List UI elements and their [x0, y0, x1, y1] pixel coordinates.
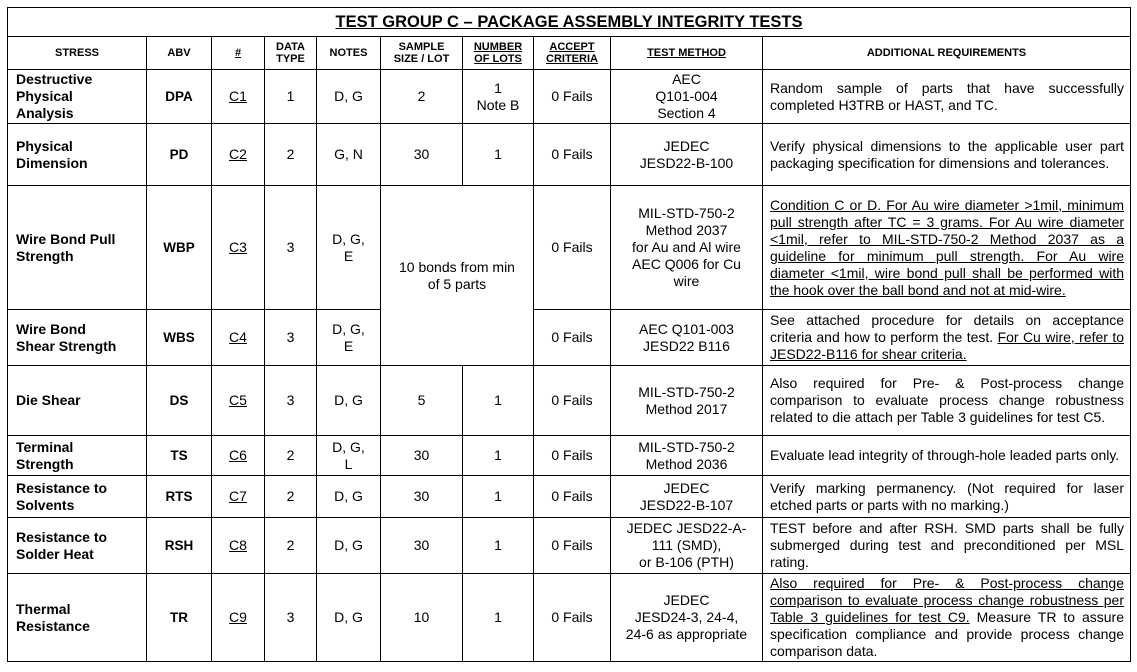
test-number-link[interactable]: C3 [212, 186, 265, 310]
lots-cell: 1 [463, 518, 534, 574]
accept-cell: 0 Fails [534, 476, 611, 518]
header-num: # [212, 37, 265, 70]
test-number-link[interactable]: C9 [212, 574, 265, 662]
table-title: TEST GROUP C – PACKAGE ASSEMBLY INTEGRITY TESTS [8, 8, 1131, 37]
table-row [8, 518, 1131, 574]
header-row [8, 37, 1131, 70]
method-cell: AEC Q101-004 Section 4 [611, 70, 763, 124]
header-lots: NUMBER OF LOTS [463, 37, 534, 70]
requirements-text-underlined: For Cu wire, refer to JESD22-B116 for shear criteria. [770, 329, 1125, 362]
requirements-cell: Verify physical dimensions to the applicable user part packaging specification for dimensions and tolerances. [763, 124, 1131, 186]
requirements-cell [763, 310, 1131, 366]
sample-size-cell: 5 [381, 366, 463, 436]
notes-cell: D, G, E [317, 186, 381, 310]
requirements-cell: Evaluate lead integrity of through-hole leaded parts only. [763, 436, 1131, 476]
abv-cell: RSH [147, 518, 212, 574]
data-type-cell: 3 [265, 310, 317, 366]
accept-cell: 0 Fails [534, 436, 611, 476]
method-cell: MIL-STD-750-2 Method 2036 [611, 436, 763, 476]
accept-cell: 0 Fails [534, 574, 611, 662]
table-row [8, 124, 1131, 186]
abv-cell: WBP [147, 186, 212, 310]
header-abv: ABV [147, 37, 212, 70]
requirements-cell: Random sample of parts that have successfully completed H3TRB or HAST, and TC. [763, 70, 1131, 124]
requirements-text-underlined: Also required for Pre- & Post-process change comparison to evaluate process change robustness per Table 3 guidelines for test C9. [770, 575, 1125, 625]
accept-cell: 0 Fails [534, 518, 611, 574]
data-type-cell: 3 [265, 366, 317, 436]
table-row [8, 310, 1131, 366]
header-stress: STRESS [8, 37, 147, 70]
stress-cell: Physical Dimension [8, 124, 147, 186]
lots-cell: 1 [463, 124, 534, 186]
data-type-cell: 1 [265, 70, 317, 124]
requirements-text: See attached procedure for details on acceptance criteria and how to perform the test. [770, 312, 1125, 345]
header-data-type: DATA TYPE [265, 37, 317, 70]
abv-cell: TS [147, 436, 212, 476]
table-row [8, 476, 1131, 518]
lots-cell: 1 [463, 436, 534, 476]
test-number-link[interactable]: C5 [212, 366, 265, 436]
notes-cell: D, G [317, 574, 381, 662]
abv-cell: WBS [147, 310, 212, 366]
lots-cell: 1 [463, 366, 534, 436]
sample-size-cell: 10 bonds from min of 5 parts [381, 186, 534, 366]
stress-cell: Wire Bond Pull Strength [8, 186, 147, 310]
method-cell: AEC Q101-003 JESD22 B116 [611, 310, 763, 366]
sample-size-cell: 10 [381, 574, 463, 662]
test-number-link[interactable]: C8 [212, 518, 265, 574]
requirements-cell: Also required for Pre- & Post-process change comparison to evaluate process change robustness related to die attach per Table 3 guidelines for test C5. [763, 366, 1131, 436]
data-type-cell: 2 [265, 124, 317, 186]
data-type-cell: 2 [265, 518, 317, 574]
table-row [8, 574, 1131, 662]
abv-cell: PD [147, 124, 212, 186]
stress-cell: Destructive Physical Analysis [8, 70, 147, 124]
notes-cell: D, G [317, 70, 381, 124]
accept-cell: 0 Fails [534, 70, 611, 124]
method-cell: JEDEC JESD24-3, 24-4, 24-6 as appropriate [611, 574, 763, 662]
stress-cell: Resistance to Solvents [8, 476, 147, 518]
test-number-link[interactable]: C7 [212, 476, 265, 518]
sample-size-cell: 30 [381, 476, 463, 518]
sample-size-cell: 30 [381, 518, 463, 574]
sample-size-cell: 30 [381, 436, 463, 476]
header-notes: NOTES [317, 37, 381, 70]
method-cell: MIL-STD-750-2 Method 2017 [611, 366, 763, 436]
lots-cell: 1 Note B [463, 70, 534, 124]
notes-cell: D, G [317, 476, 381, 518]
lots-cell: 1 [463, 574, 534, 662]
method-cell: JEDEC JESD22-A- 111 (SMD), or B-106 (PTH) [611, 518, 763, 574]
data-type-cell: 2 [265, 436, 317, 476]
data-type-cell: 3 [265, 574, 317, 662]
stress-cell: Wire Bond Shear Strength [8, 310, 147, 366]
requirements-cell [763, 574, 1131, 662]
test-number-link[interactable]: C4 [212, 310, 265, 366]
sample-size-cell: 2 [381, 70, 463, 124]
notes-cell: D, G, E [317, 310, 381, 366]
table-row [8, 186, 1131, 310]
stress-cell: Thermal Resistance [8, 574, 147, 662]
notes-cell: D, G, L [317, 436, 381, 476]
method-cell: MIL-STD-750-2 Method 2037 for Au and Al wire AEC Q006 for Cu wire [611, 186, 763, 310]
requirements-cell: TEST before and after RSH. SMD parts shall be fully submerged during test and preconditioned per MSL rating. [763, 518, 1131, 574]
test-number-link[interactable]: C6 [212, 436, 265, 476]
accept-cell: 0 Fails [534, 366, 611, 436]
header-sample-size: SAMPLE SIZE / LOT [381, 37, 463, 70]
data-type-cell: 3 [265, 186, 317, 310]
test-number-link[interactable]: C2 [212, 124, 265, 186]
header-additional: ADDITIONAL REQUIREMENTS [763, 37, 1131, 70]
abv-cell: DS [147, 366, 212, 436]
stress-cell: Terminal Strength [8, 436, 147, 476]
test-number-link[interactable]: C1 [212, 70, 265, 124]
test-group-table [7, 7, 1131, 662]
abv-cell: RTS [147, 476, 212, 518]
accept-cell: 0 Fails [534, 124, 611, 186]
table-row [8, 436, 1131, 476]
notes-cell: D, G [317, 366, 381, 436]
abv-cell: TR [147, 574, 212, 662]
lots-cell: 1 [463, 476, 534, 518]
table-row [8, 366, 1131, 436]
notes-cell: G, N [317, 124, 381, 186]
sample-size-cell: 30 [381, 124, 463, 186]
stress-cell: Die Shear [8, 366, 147, 436]
method-cell: JEDEC JESD22-B-100 [611, 124, 763, 186]
header-method: TEST METHOD [611, 37, 763, 70]
requirements-cell: Condition C or D. For Au wire diameter >1mil, minimum pull strength after TC = 3 grams. For Au wire diameter <1mil, refer to MIL-STD-750-2 Method 2037 as a guideline for minimum pull strength. For Au wire diameter <1mil, wire bond pull shall be performed with the hook over the ball bond and not at mid-wire. [763, 186, 1131, 310]
method-cell: JEDEC JESD22-B-107 [611, 476, 763, 518]
requirements-text: Measure TR to assure specification compliance and provide process change comparison data. [770, 609, 1125, 659]
stress-cell: Resistance to Solder Heat [8, 518, 147, 574]
header-accept: ACCEPT CRITERIA [534, 37, 611, 70]
notes-cell: D, G [317, 518, 381, 574]
accept-cell: 0 Fails [534, 186, 611, 310]
abv-cell: DPA [147, 70, 212, 124]
data-type-cell: 2 [265, 476, 317, 518]
requirements-cell: Verify marking permanency. (Not required for laser etched parts or parts with no marking.) [763, 476, 1131, 518]
table-row [8, 70, 1131, 124]
accept-cell: 0 Fails [534, 310, 611, 366]
